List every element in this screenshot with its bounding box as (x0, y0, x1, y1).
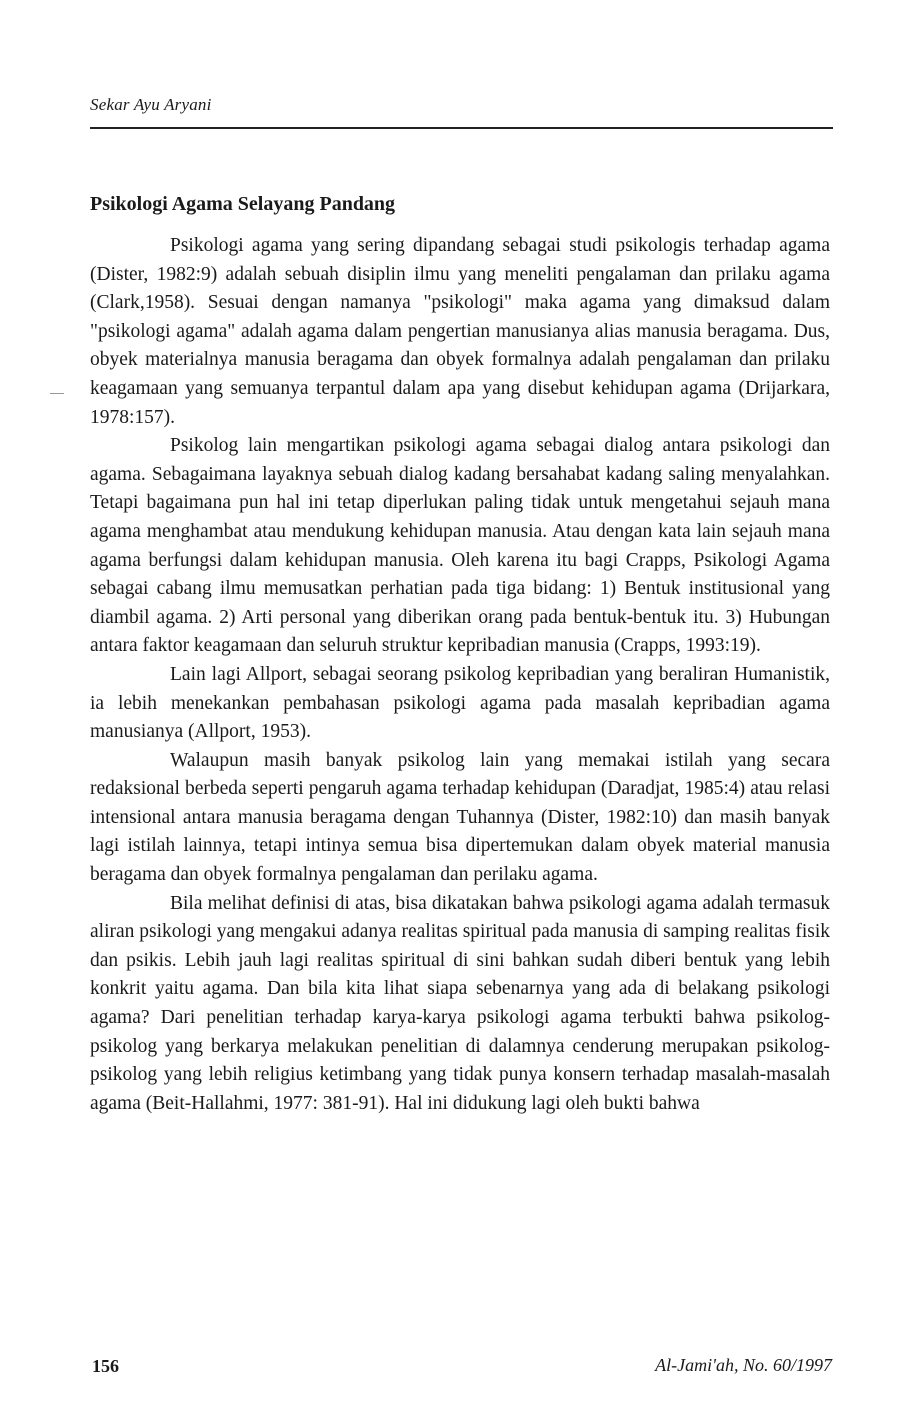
section-title: Psikologi Agama Selayang Pandang (90, 193, 396, 215)
margin-mark (50, 393, 64, 394)
paragraph-2: Psikolog lain mengartikan psikologi agama sebagai dialog antara psikologi dan agama. Sebagaimana layaknya sebuah dialog kadang bersahabat kadang saling menyalahkan. Tetapi bagaimana pun hal ini tetap diperlukan paling tidak untuk mengetahui sejauh mana agama menghambat atau mendukung kehidupan manusia. Atau dengan kata lain sejauh mana agama berfungsi dalam kehidupan manusia. Oleh karena itu bagi Crapps, Psikologi Agama sebagai cabang ilmu memusatkan perhatian pada tiga bidang: 1) Bentuk institusional yang diambil agama. 2) Arti personal yang diberikan orang pada bentuk-bentuk itu. 3) Hubungan antara faktor keagamaan dan seluruh struktur kepribadian manusia (Crapps, 1993:19). (90, 435, 830, 657)
body-text (90, 232, 830, 1118)
header-rule (90, 127, 833, 129)
journal-citation: Al-Jami'ah, No. 60/1997 (655, 1355, 832, 1375)
paragraph-4: Walaupun masih banyak psikolog lain yang memakai istilah yang secara redaksional berbeda seperti pengaruh agama terhadap kehidupan (Daradjat, 1985:4) atau relasi intensional antara manusia beragama dengan Tuhannya (Dister, 1982:10) dan masih banyak lagi istilah lainnya, tetapi intinya semua bisa dipertemukan dalam obyek material manusia beragama dan obyek formalnya pengalaman dan perilaku agama. (90, 749, 830, 886)
paragraph-5: Bila melihat definisi di atas, bisa dikatakan bahwa psikologi agama adalah termasuk aliran psikologi yang mengakui adanya realitas spiritual pada manusia di samping realitas fisik dan psikis. Lebih jauh lagi realitas spiritual di sini bahkan sudah diberi bentuk yang lebih konkrit yaitu agama. Dan bila kita lihat siapa sebenarnya yang ada di belakang psikologi agama? Dari penelitian terhadap karya-karya psikologi agama terbukti bahwa psikolog-psikolog yang berkarya melakukan penelitian di dalamnya cenderung merupakan psikolog-psikolog yang lebih religius ketimbang yang tidak punya konsern terhadap masalah-masalah agama (Beit-Hallahmi, 1977: 381-91). Hal ini didukung lagi oleh bukti bahwa (90, 892, 830, 1114)
page-number: 156 (92, 1356, 119, 1376)
paragraph-1: Psikologi agama yang sering dipandang sebagai studi psikologis terhadap agama (Dister, 1982:9) adalah sebuah disiplin ilmu yang meneliti pengalaman dan prilaku agama (Clark,1958). Sesuai dengan namanya "psikologi" maka agama yang dimaksud dalam "psikologi agama" adalah agama dalam pengertian manusianya alias manusia beragama. Dus, obyek materialnya manusia beragama dan obyek formalnya adalah pengalaman dan prilaku keagamaan yang semuanya terpantul dalam apa yang disebut kehidupan agama (Drijarkara, 1978:157). (90, 235, 830, 428)
running-head-author: Sekar Ayu Aryani (90, 95, 212, 114)
paragraph-3: Lain lagi Allport, sebagai seorang psikolog kepribadian yang beraliran Humanistik, ia lebih menekankan pembahasan psikologi agama pada masalah kepribadian agama manusianya (Allport, 1953). (90, 663, 830, 743)
